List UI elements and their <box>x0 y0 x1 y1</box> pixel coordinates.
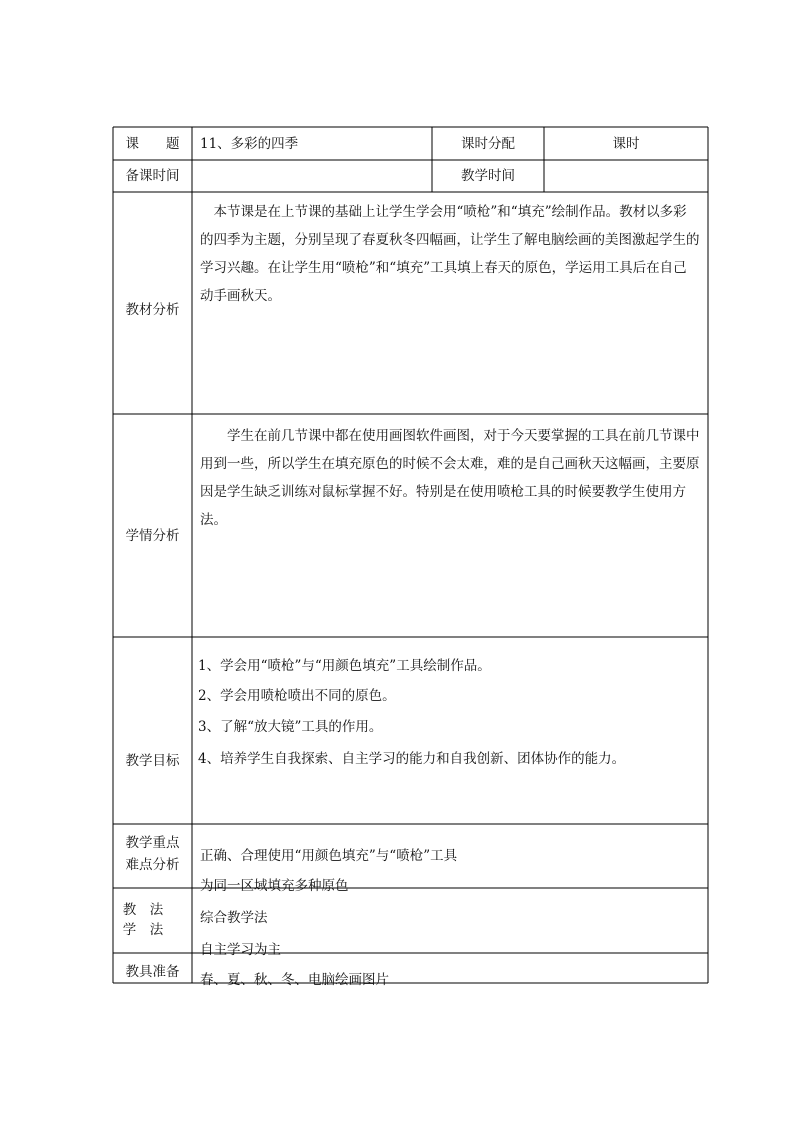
learner-analysis-label: 学情分析 <box>125 528 180 544</box>
topic-value: 11、多彩的四季 <box>200 136 299 152</box>
keypoints-label-line1: 教学重点 <box>125 835 180 851</box>
period-label: 课时分配 <box>461 136 515 152</box>
teach-time-label: 教学时间 <box>461 168 515 184</box>
goal-item: 1、学会用“喷枪”与“用颜色填充”工具绘制作品。 <box>198 658 491 674</box>
teaching-goals-label: 教学目标 <box>125 753 180 769</box>
keypoints-line2: 为同一区域填充多种原色 <box>200 878 349 894</box>
methods-label-line1: 教 法 <box>122 902 164 918</box>
period-value: 课时 <box>612 136 640 152</box>
prep-time-label: 备课时间 <box>125 168 180 184</box>
goal-item: 4、培养学生自我探索、自主学习的能力和自我创新、团体协作的能力。 <box>198 751 626 767</box>
teaching-tools-value: 春、夏、秋、冬、电脑绘画图片 <box>200 972 389 988</box>
keypoints-line1: 正确、合理使用“用颜色填充”与“喷枪”工具 <box>200 848 458 864</box>
methods-label-line2: 学 法 <box>122 922 164 938</box>
methods-line2: 自主学习为主 <box>200 942 281 958</box>
teaching-tools-label: 教具准备 <box>125 964 180 980</box>
topic-label: 课 题 <box>125 136 180 152</box>
goal-item: 3、了解“放大镜”工具的作用。 <box>198 719 383 735</box>
learner-analysis-text: 学生在前几节课中都在使用画图软件画图，对于今天要掌握的工具在前几节课中用到一些，所以学生在填充原色的时候不会太难，难的是自己画秋天这幅画，主要原因是学生缺乏训练对鼠标掌握不好。特别是在使用喷枪工具的时候要教学生使用方法。 <box>200 428 700 528</box>
keypoints-label-line2: 难点分析 <box>125 857 180 873</box>
textbook-analysis-label: 教材分析 <box>125 302 180 318</box>
methods-line1: 综合教学法 <box>200 910 268 926</box>
textbook-analysis-text: 本节课是在上节课的基础上让学生学会用“喷枪”和“填充”绘制作品。教材以多彩的四季为主题，分别呈现了春夏秋冬四幅画，让学生了解电脑绘画的美图激起学生的学习兴趣。在让学生用“喷枪”和“填充”工具填上春天的原色，学运用工具后在自己动手画秋天。 <box>200 204 700 304</box>
goal-item: 2、学会用喷枪喷出不同的原色。 <box>198 688 396 704</box>
